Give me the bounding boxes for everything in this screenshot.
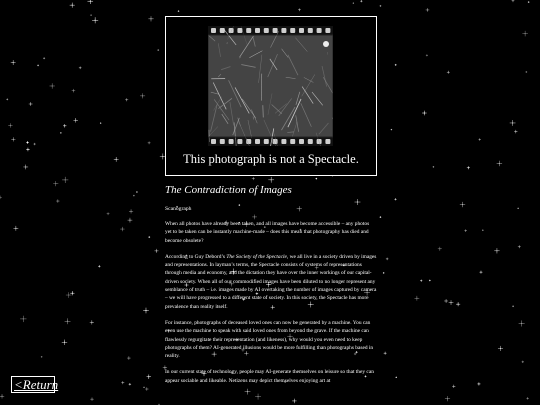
star-sparkle <box>70 3 75 8</box>
star-sparkle <box>178 10 180 12</box>
star-sparkle <box>92 17 98 23</box>
star-sparkle <box>386 258 389 261</box>
star-sparkle <box>478 138 480 140</box>
star-sparkle <box>460 202 465 207</box>
star-sparkle <box>56 199 59 202</box>
star-sparkle <box>62 340 67 345</box>
star-sparkle <box>128 218 133 223</box>
paragraph-text: According to Guy Debord’s <box>165 253 227 260</box>
star-sparkle <box>129 209 133 213</box>
star-sparkle <box>353 2 354 3</box>
star-sparkle <box>360 0 362 2</box>
star-sparkle <box>62 177 68 183</box>
star-sparkle <box>525 71 527 73</box>
star-sparkle <box>498 346 503 351</box>
star-sparkle <box>0 394 4 398</box>
star-sparkle <box>479 271 482 274</box>
article-title: The Contradiction of Images <box>165 184 292 196</box>
star-sparkle <box>98 265 100 267</box>
star-sparkle <box>148 236 150 238</box>
star-sparkle <box>148 16 153 21</box>
star-sparkle <box>6 98 8 100</box>
star-sparkle <box>143 387 144 388</box>
star-sparkle <box>90 14 92 16</box>
star-sparkle <box>456 302 460 306</box>
star-sparkle <box>396 377 397 378</box>
star-sparkle <box>245 389 251 395</box>
star-sparkle <box>136 191 138 193</box>
article-paragraph: In our current state of technology, people may AI-generate themselves on leisure so that they can appear sociable and likeable. Netizens may depict themselves enjoying art at <box>165 369 374 384</box>
star-sparkle <box>449 300 454 305</box>
star-sparkle <box>73 118 78 123</box>
star-sparkle <box>114 157 119 162</box>
star-sparkle <box>125 98 128 101</box>
star-sparkle <box>383 272 385 274</box>
article-paragraph <box>165 253 377 311</box>
star-sparkle <box>380 5 382 7</box>
star-sparkle <box>79 66 82 69</box>
star-sparkle <box>512 305 514 307</box>
star-sparkle <box>519 320 525 326</box>
star-sparkle <box>120 227 124 231</box>
star-sparkle <box>517 208 518 209</box>
star-sparkle <box>384 352 387 355</box>
star-sparkle <box>23 165 28 170</box>
star-sparkle <box>414 296 419 301</box>
article-byline: Scanograph <box>165 206 192 212</box>
star-sparkle <box>444 299 448 303</box>
star-sparkle <box>143 308 149 314</box>
star-sparkle <box>33 143 35 145</box>
article-column <box>165 16 377 385</box>
star-sparkle <box>11 137 15 141</box>
star-sparkle <box>438 247 442 251</box>
star-sparkle <box>447 71 450 74</box>
paragraph-text: , we all live in a society driven by images and representations. In layman’s terms, the Spectacle consists of systems of representations through media and economy, and the dictation they have over the inner workings of our capital-driven society. When all of our commodified images have been diluted to no longer represent any semblance of truth – i.e. images made by AI overtaking the number of images captured by camera – we will have progressed to a different state of society. In this society, the Spectacle has more prevalence than reality itself. <box>165 253 377 310</box>
star-sparkle <box>522 361 524 363</box>
star-sparkle <box>50 83 55 88</box>
article-paragraph: For instance, photographs of deceased loved ones can now be generated by a machine. You can even use the machine to speak with said loved ones from beyond the grave. If the machine can flawlessly regurgitate their representation (and likeness), why would you even need to keep photographs of them? AI-generated illusions would be more fulfilling than photographs based in reality. <box>165 319 374 360</box>
star-sparkle <box>107 212 110 215</box>
hero-image-frame <box>165 16 377 176</box>
article-paragraph: When all photos have already been taken, and all images have become accessible – any photos yet to be taken can be instantly machine-made – does this mean that photography has died and become obsolete? <box>165 221 370 244</box>
star-sparkle <box>43 57 45 59</box>
star-sparkle <box>255 394 261 400</box>
star-sparkle <box>467 166 470 169</box>
star-sparkle <box>394 198 396 200</box>
star-sparkle <box>8 123 12 127</box>
star-sparkle <box>154 249 158 253</box>
star-sparkle <box>391 129 392 130</box>
star-sparkle <box>528 1 530 3</box>
star-sparkle <box>11 60 16 65</box>
star-sparkle <box>426 54 428 56</box>
star-sparkle <box>433 166 435 168</box>
star-sparkle <box>514 130 517 133</box>
star-sparkle <box>445 396 450 401</box>
star-sparkle <box>526 397 529 400</box>
star-sparkle <box>29 102 33 106</box>
star-sparkle <box>426 8 430 12</box>
star-sparkle <box>63 124 66 127</box>
hero-caption: This photograph is not a Spectacle. <box>183 152 359 166</box>
star-sparkle <box>464 229 467 232</box>
star-sparkle <box>518 245 521 248</box>
star-sparkle <box>65 318 71 324</box>
return-button[interactable]: <Return <box>11 376 55 393</box>
star-sparkle <box>72 89 76 93</box>
star-sparkle <box>26 148 30 152</box>
star-sparkle <box>121 381 124 384</box>
star-sparkle <box>140 93 145 98</box>
star-sparkle <box>148 141 151 144</box>
star-sparkle <box>90 320 94 324</box>
star-sparkle <box>37 65 39 67</box>
star-sparkle <box>147 375 152 380</box>
star-sparkle <box>422 111 427 116</box>
star-sparkle <box>60 132 62 134</box>
star-sparkle <box>510 120 516 126</box>
star-sparkle <box>90 397 94 401</box>
book-title: The Society of the Spectacle <box>226 253 287 260</box>
star-sparkle <box>70 291 74 295</box>
star-sparkle <box>452 385 455 388</box>
star-sparkle <box>53 181 58 186</box>
star-sparkle <box>13 226 18 231</box>
star-sparkle <box>127 356 131 360</box>
star-sparkle <box>133 195 135 197</box>
star-sparkle <box>420 280 422 282</box>
star-sparkle <box>41 356 43 358</box>
star-sparkle <box>380 216 382 218</box>
star-sparkle <box>522 31 527 36</box>
film-negative-image <box>208 26 333 146</box>
star-sparkle <box>512 0 515 2</box>
star-sparkle <box>298 8 301 11</box>
star-sparkle <box>395 64 397 66</box>
star-sparkle <box>20 316 26 322</box>
star-sparkle <box>87 0 93 4</box>
star-sparkle <box>145 387 148 390</box>
star-sparkle <box>477 382 480 385</box>
star-sparkle <box>482 229 484 231</box>
star-sparkle <box>494 248 499 253</box>
star-sparkle <box>0 196 2 200</box>
star-sparkle <box>292 399 297 404</box>
star-sparkle <box>100 122 101 123</box>
star-sparkle <box>129 383 131 385</box>
star-sparkle <box>26 141 29 144</box>
star-sparkle <box>497 161 502 166</box>
star-sparkle <box>157 49 159 51</box>
star-sparkle <box>429 280 431 282</box>
